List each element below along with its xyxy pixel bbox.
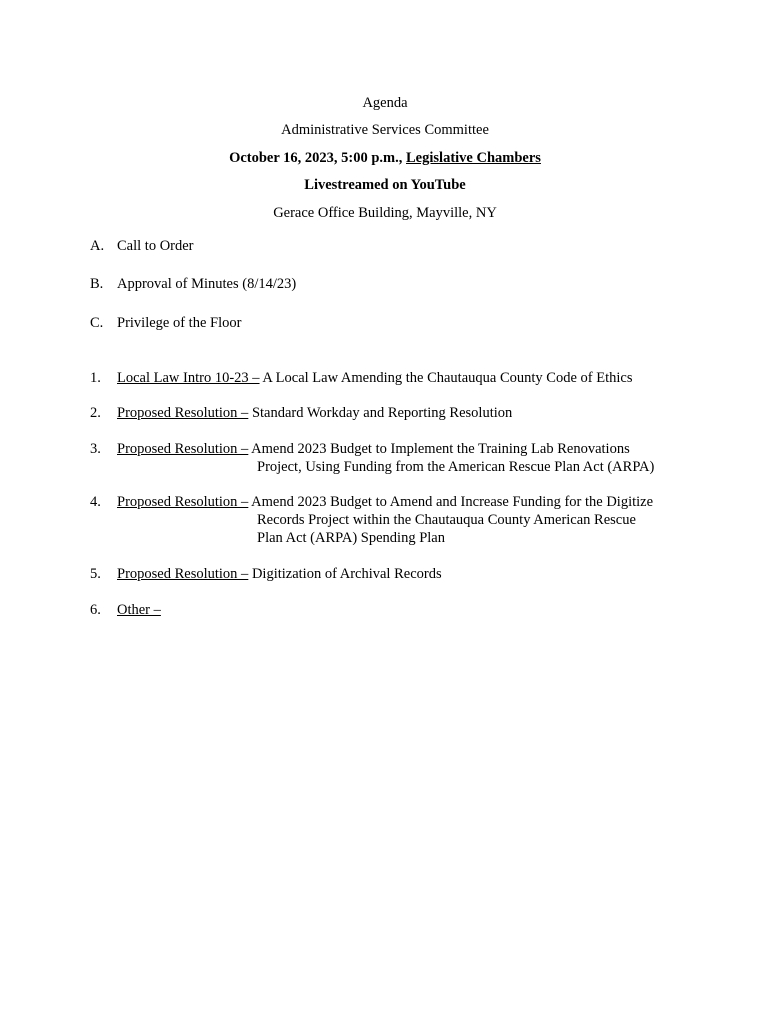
item-first-line [117,369,632,387]
item-label: Local Law Intro 10-23 – [117,370,260,386]
item-label: Other – [117,602,161,618]
item-first-line [117,493,653,511]
section-letter: B. [90,276,104,292]
item-text: Digitization of Archival Records [251,566,442,582]
item-text-continued: Records Project within the Chautauqua County American Rescue [257,512,636,528]
section-item-c [90,314,241,332]
item-label: Proposed Resolution – [117,405,249,421]
item-first-line [117,440,630,458]
meeting-date-time: October 16, 2023, 5:00 p.m., [229,150,403,166]
item-text-continued: Plan Act (ARPA) Spending Plan [257,530,445,546]
meeting-room: Legislative Chambers [406,150,541,166]
item-number: 1. [90,370,101,386]
item-text-continued: Project, Using Funding from the American Rescue Plan Act (ARPA) [257,459,655,475]
meeting-building: Gerace Office Building, Mayville, NY [273,205,497,221]
item-number: 5. [90,566,101,582]
item-label: Proposed Resolution – [117,566,249,582]
section-text: Privilege of the Floor [117,315,242,331]
item-number: 2. [90,405,101,421]
item-number: 3. [90,441,101,457]
item-text: Amend 2023 Budget to Amend and Increase Funding for the Digitize [251,494,654,510]
meeting-date-location [0,149,770,167]
item-text: Standard Workday and Reporting Resolution [251,405,513,421]
item-text: Amend 2023 Budget to Implement the Training Lab Renovations [251,441,630,457]
item-text: A Local Law Amending the Chautauqua County Code of Ethics [262,370,633,386]
item-label: Proposed Resolution – [117,441,249,457]
item-first-line [117,565,442,583]
section-letter: A. [90,238,105,254]
item-number: 4. [90,494,101,510]
item-first-line [117,404,512,422]
section-letter: C. [90,315,104,331]
agenda-title: Agenda [362,95,408,111]
committee-name: Administrative Services Committee [281,122,489,138]
section-item-b [90,275,296,293]
livestream-note: Livestreamed on YouTube [304,177,466,193]
section-item-a [90,237,194,255]
item-label: Proposed Resolution – [117,494,249,510]
item-number: 6. [90,602,101,618]
section-text: Call to Order [117,238,194,254]
section-text: Approval of Minutes (8/14/23) [117,276,297,292]
item-first-line [117,601,161,619]
